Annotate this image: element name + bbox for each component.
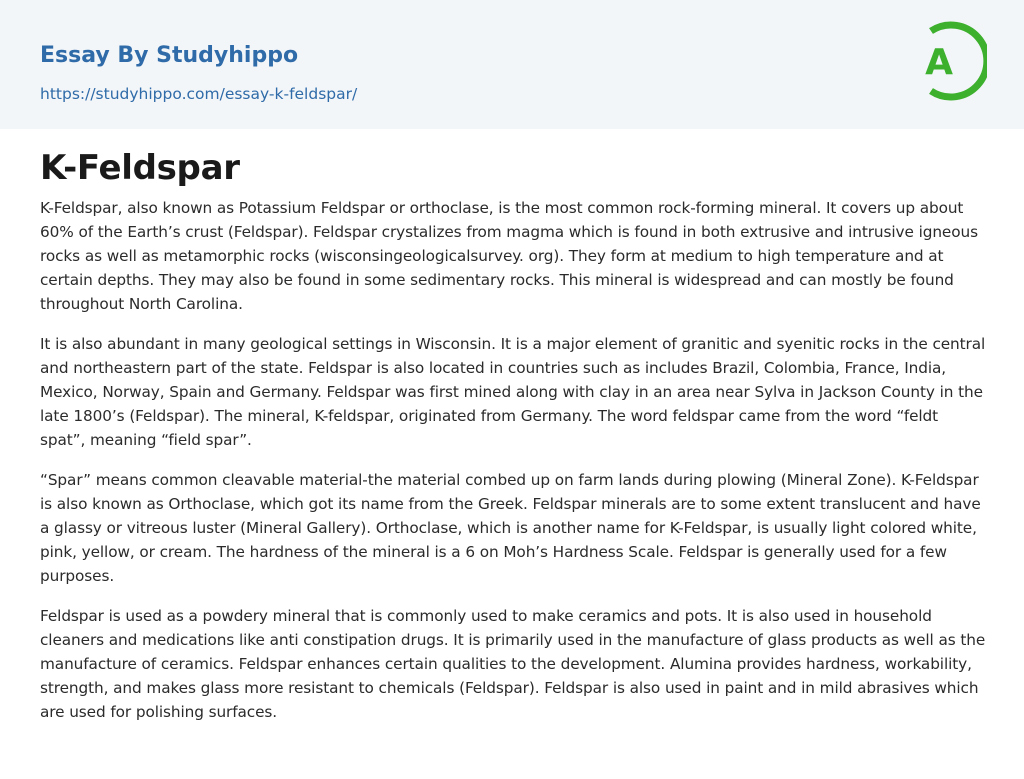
site-title[interactable]: Essay By Studyhippo <box>40 43 299 68</box>
article-body <box>40 146 986 740</box>
essay-url-link[interactable]: https://studyhippo.com/essay-k-feldspar/ <box>40 85 358 103</box>
article-paragraph: It is also abundant in many geological settings in Wisconsin. It is a major element of granitic and syenitic rocks in the central and northeastern part of the state. Feldspar is also located in countries such as includes Brazil, Colombia, France, India, Mexico, Norway, Spain and Germany. Feldspar was first mined along with clay in an area near Sylva in Jackson County in the late 1800’s (Feldspar). The mineral, K-feldspar, originated from Germany. The word feldspar came from the word “feldt spat”, meaning “field spar”. <box>40 335 986 449</box>
studyhippo-logo-icon[interactable] <box>911 18 987 106</box>
page-header <box>0 0 1024 129</box>
article-paragraph: Feldspar is used as a powdery mineral that is commonly used to make ceramics and pots. It is also used in household cleaners and medications like anti constipation drugs. It is primarily used in the manufacture of glass products as well as the manufacture of ceramics. Feldspar enhances certain qualities to the development. Alumina provides hardness, workability, strength, and makes glass more resistant to chemicals (Feldspar). Feldspar is also used in paint and in mild abrasives which are used for polishing surfaces. <box>40 607 986 721</box>
article-paragraph: K-Feldspar, also known as Potassium Feldspar or orthoclase, is the most common rock-forming mineral. It covers up about 60% of the Earth’s crust (Feldspar). Feldspar crystalizes from magma which is found in both extrusive and intrusive igneous rocks as well as metamorphic rocks (wisconsingeologicalsurvey. org). They form at medium to high temperature and at certain depths. They may also be found in some sedimentary rocks. This mineral is widespread and can mostly be found throughout North Carolina. <box>40 199 978 313</box>
logo-letter: A <box>925 42 953 83</box>
article-paragraph: “Spar” means common cleavable material-the material combed up on farm lands during plowing (Mineral Zone). K-Feldspar is also known as Orthoclase, which got its name from the Greek. Feldspar minerals are to some extent translucent and have a glassy or vitreous luster (Mineral Gallery). Orthoclase, which is another name for K-Feldspar, is usually light colored white, pink, yellow, or cream. The hardness of the mineral is a 6 on Moh’s Hardness Scale. Feldspar is generally used for a few purposes. <box>40 471 981 585</box>
page-title: K-Feldspar <box>40 148 240 188</box>
